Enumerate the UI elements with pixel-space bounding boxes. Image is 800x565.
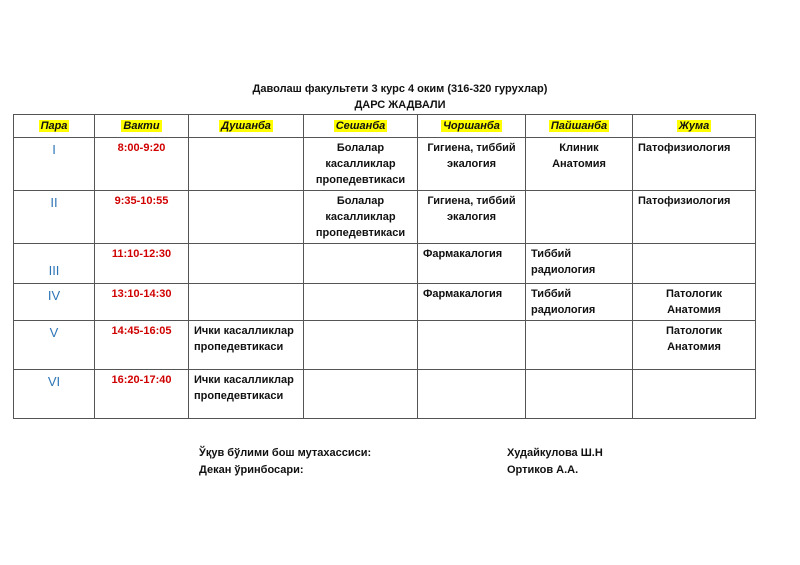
friday-cell: Патофизиология: [633, 138, 756, 191]
para-number: V: [14, 321, 95, 370]
document-subtitle: ДАРС ЖАДВАЛИ: [354, 99, 446, 111]
tuesday-cell: [304, 370, 418, 419]
tuesday-cell: [304, 284, 418, 321]
tuesday-cell: Болалар касалликлар пропедевтикаси: [304, 191, 418, 244]
tuesday-cell: [304, 244, 418, 284]
monday-cell: [189, 191, 304, 244]
wednesday-cell: [418, 321, 526, 370]
time-slot: 8:00-9:20: [95, 138, 189, 191]
thursday-cell: [526, 191, 633, 244]
signature-name-1: Худайкулова Ш.Н: [507, 447, 603, 459]
header-wednesday: Чоршанба: [418, 115, 526, 138]
signature-role-1: Ўқув бўлими бош мутахассиси:: [199, 447, 372, 459]
table-row: [14, 284, 756, 321]
signature-name-2: Ортиков А.А.: [507, 464, 579, 476]
header-row: [14, 115, 756, 138]
friday-cell: [633, 370, 756, 419]
para-number: I: [14, 138, 95, 191]
thursday-cell: [526, 321, 633, 370]
monday-cell: Ички касалликлар пропедевтикаси: [189, 321, 304, 370]
header-time: Вакти: [95, 115, 189, 138]
wednesday-cell: Гигиена, тиббий экалогия: [418, 191, 526, 244]
table-row: [14, 191, 756, 244]
friday-cell: [633, 244, 756, 284]
monday-cell: [189, 284, 304, 321]
header-monday: Душанба: [189, 115, 304, 138]
thursday-cell: Тиббий радиология: [526, 244, 633, 284]
monday-cell: [189, 244, 304, 284]
time-slot: 14:45-16:05: [95, 321, 189, 370]
tuesday-cell: [304, 321, 418, 370]
wednesday-cell: Фармакалогия: [418, 244, 526, 284]
para-number: III: [14, 244, 95, 284]
friday-cell: Патологик Анатомия: [633, 321, 756, 370]
header-thursday: Пайшанба: [526, 115, 633, 138]
para-number: VI: [14, 370, 95, 419]
time-slot: 16:20-17:40: [95, 370, 189, 419]
document-title: Даволаш факультети 3 курс 4 оким (316-320 гурухлар): [252, 83, 548, 95]
tuesday-cell: Болалар касалликлар пропедевтикаси: [304, 138, 418, 191]
signature-role-2: Декан ўринбосари:: [199, 464, 304, 476]
thursday-cell: [526, 370, 633, 419]
monday-cell: [189, 138, 304, 191]
monday-cell: Ички касалликлар пропедевтикаси: [189, 370, 304, 419]
time-slot: 13:10-14:30: [95, 284, 189, 321]
wednesday-cell: Гигиена, тиббий экалогия: [418, 138, 526, 191]
table-row: [14, 321, 756, 370]
thursday-cell: Тиббий радиология: [526, 284, 633, 321]
header-tuesday: Сешанба: [304, 115, 418, 138]
table-row: [14, 138, 756, 191]
para-number: IV: [14, 284, 95, 321]
thursday-cell: Клиник Анатомия: [526, 138, 633, 191]
time-slot: 11:10-12:30: [95, 244, 189, 284]
para-number: II: [14, 191, 95, 244]
header-para: Пара: [14, 115, 95, 138]
wednesday-cell: [418, 370, 526, 419]
wednesday-cell: Фармакалогия: [418, 284, 526, 321]
time-slot: 9:35-10:55: [95, 191, 189, 244]
table-row: [14, 370, 756, 419]
header-friday: Жума: [633, 115, 756, 138]
table-row: [14, 244, 756, 284]
friday-cell: Патофизиология: [633, 191, 756, 244]
schedule-table: [13, 114, 756, 419]
friday-cell: Патологик Анатомия: [633, 284, 756, 321]
